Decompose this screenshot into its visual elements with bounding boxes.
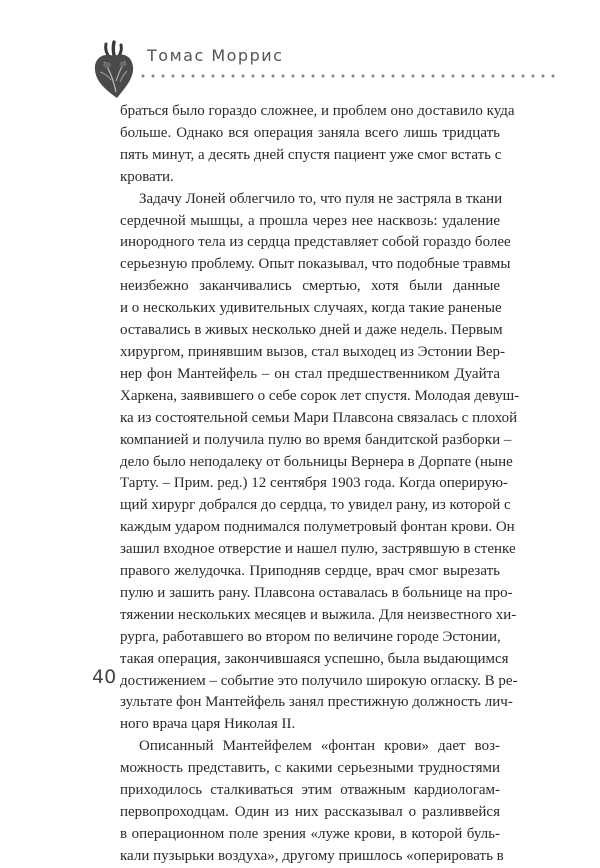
page-number: 40 [92, 666, 117, 688]
text-line: кали пузырьки воздуха», другому пришлось «оперировать в [120, 847, 504, 864]
text-line: браться было гораздо сложнее, и проблем оно доставило куда [120, 103, 515, 119]
text-line: больше. Однако вся операция заняла всего лишь тридцать [120, 124, 500, 141]
text-line: пулю и зашить рану. Плавсона оставалась в больнице на про- [120, 584, 513, 601]
text-line: каждым ударом поднимался полуметровый фонтан крови. Он [120, 519, 515, 536]
text-line: можность представить, с какими серьезными трудностями [120, 760, 500, 777]
text-line: зультате фон Мантейфель занял престижную должность лич- [120, 694, 513, 711]
text-line: первопроходцам. Один из них рассказывал о разливвейся [120, 804, 500, 820]
text-line: нер фон Мантейфель – он стал предшественником Дуайта [120, 365, 500, 382]
text-line: Задачу Лоней облегчило то, что пуля не застряла в ткани [139, 190, 503, 207]
text-line: достижением – событие это получило широкую огласку. В ре- [120, 672, 518, 689]
body-text [120, 101, 520, 868]
dotted-rule [138, 74, 558, 78]
text-line: компанией и получила пулю во время бандитской разборки – [120, 431, 512, 448]
paragraph [120, 101, 515, 189]
text-line: щий хирург добрался до сердца, то увидел рану, из которой с [120, 497, 511, 514]
text-line: тяжении нескольких месяцев и выжила. Для неизвестного хи- [120, 606, 517, 623]
anatomical-heart-icon [92, 40, 136, 100]
text-line: Харкена, заявившего о себе сорок лет спустя. Молодая девуш- [120, 387, 520, 404]
text-line: рурга, работавшего во втором по величине городе Эстонии, [120, 628, 501, 645]
text-line: и о нескольких удивительных случаях, когда такие раненые [120, 300, 502, 317]
text-line: такая операция, закончившаяся успешно, была выдающимся [120, 650, 509, 667]
text-line: в операционном поле зрения «луже крови, в которой буль- [120, 825, 500, 842]
text-line: сердечной мышцы, а прошла через нее насквозь: удаление [120, 212, 500, 229]
text-line: кровати. [120, 168, 174, 185]
text-line: приходилось сталкиваться этим отважным кардиологам- [120, 782, 500, 799]
text-line: хирургом, принявшим вызов, стал выходец из Эстонии Вер- [120, 343, 506, 360]
running-header [0, 0, 600, 100]
book-author: Томас Моррис [147, 46, 284, 65]
paragraph [120, 189, 520, 737]
text-line: правого желудочка. Приподняв сердце, врач смог вырезать [120, 563, 500, 580]
text-line: ного врача царя Николая II. [120, 716, 296, 733]
text-line: ка из состоятельной семьи Мари Плавсона связалась с плохой [120, 409, 518, 426]
text-line: Тарту. – Прим. ред.) 12 сентября 1903 года. Когда оперирую- [120, 475, 508, 492]
paragraph [120, 736, 504, 867]
text-line: Описанный Мантейфелем «фонтан крови» дает воз- [139, 738, 500, 755]
text-line: зашил входное отверстие и нашел пулю, застрявшую в стенке [120, 541, 516, 558]
text-line: неизбежно заканчивались смертью, хотя были данные [120, 278, 500, 295]
text-line: инородного тела из сердца представляет собой гораздо более [120, 234, 511, 251]
text-line: дело было неподалеку от больницы Вернера в Дорпате (ныне [120, 453, 513, 470]
text-line: пять минут, а десять дней спустя пациент уже смог встать с [120, 146, 502, 163]
text-line: оставались в живых несколько дней и даже недель. Первым [120, 322, 503, 339]
text-line: серьезную проблему. Опыт показывал, что подобные травмы [120, 256, 511, 273]
